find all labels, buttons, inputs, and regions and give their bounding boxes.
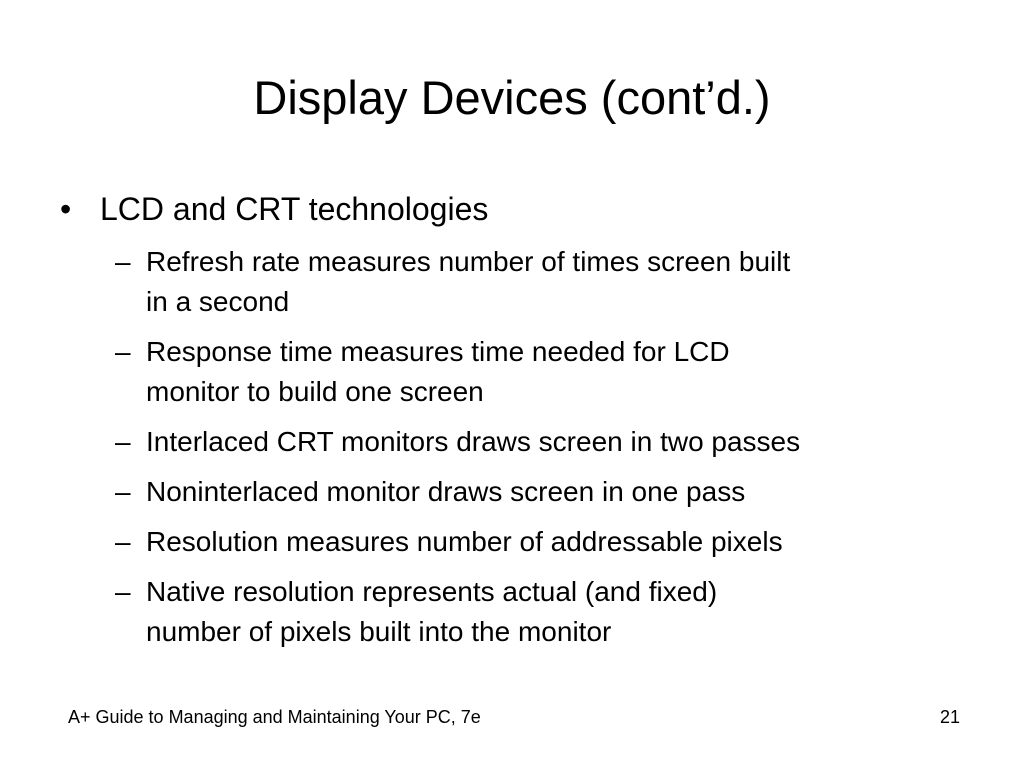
- sub-bullet-list: [115, 242, 955, 662]
- sub-bullet-line: Interlaced CRT monitors draws screen in two passes: [146, 426, 801, 457]
- sub-bullet-line: in a second: [146, 286, 290, 317]
- sub-bullet-marker: –: [115, 476, 131, 507]
- sub-bullet-marker: –: [115, 336, 131, 367]
- sub-bullet-line: Response time measures time needed for LCD: [146, 336, 730, 367]
- sub-bullet-line: Resolution measures number of addressable pixels: [146, 526, 783, 557]
- sub-bullet-line: Native resolution represents actual (and fixed): [146, 576, 718, 607]
- bullet-text: LCD and CRT technologies: [100, 191, 489, 227]
- sub-bullet-item: [115, 572, 955, 652]
- sub-bullet-line: Noninterlaced monitor draws screen in one pass: [146, 476, 746, 507]
- page-number: 21: [939, 707, 960, 727]
- sub-bullet-line: Refresh rate measures number of times screen built: [146, 246, 791, 277]
- sub-bullet-item: [115, 422, 955, 462]
- sub-bullet-item: [115, 472, 955, 512]
- sub-bullet-item: [115, 242, 955, 322]
- sub-bullet-marker: –: [115, 246, 131, 277]
- slide-title: Display Devices (cont’d.): [253, 71, 771, 124]
- bullet-marker: •: [60, 191, 72, 227]
- footer-book-title: A+ Guide to Managing and Maintaining Your PC, 7e: [68, 707, 481, 727]
- sub-bullet-marker: –: [115, 426, 131, 457]
- sub-bullet-item: [115, 522, 955, 562]
- sub-bullet-marker: –: [115, 526, 131, 557]
- sub-bullet-line: number of pixels built into the monitor: [146, 616, 612, 647]
- sub-bullet-item: [115, 332, 955, 412]
- sub-bullet-marker: –: [115, 576, 131, 607]
- sub-bullet-line: monitor to build one screen: [146, 376, 484, 407]
